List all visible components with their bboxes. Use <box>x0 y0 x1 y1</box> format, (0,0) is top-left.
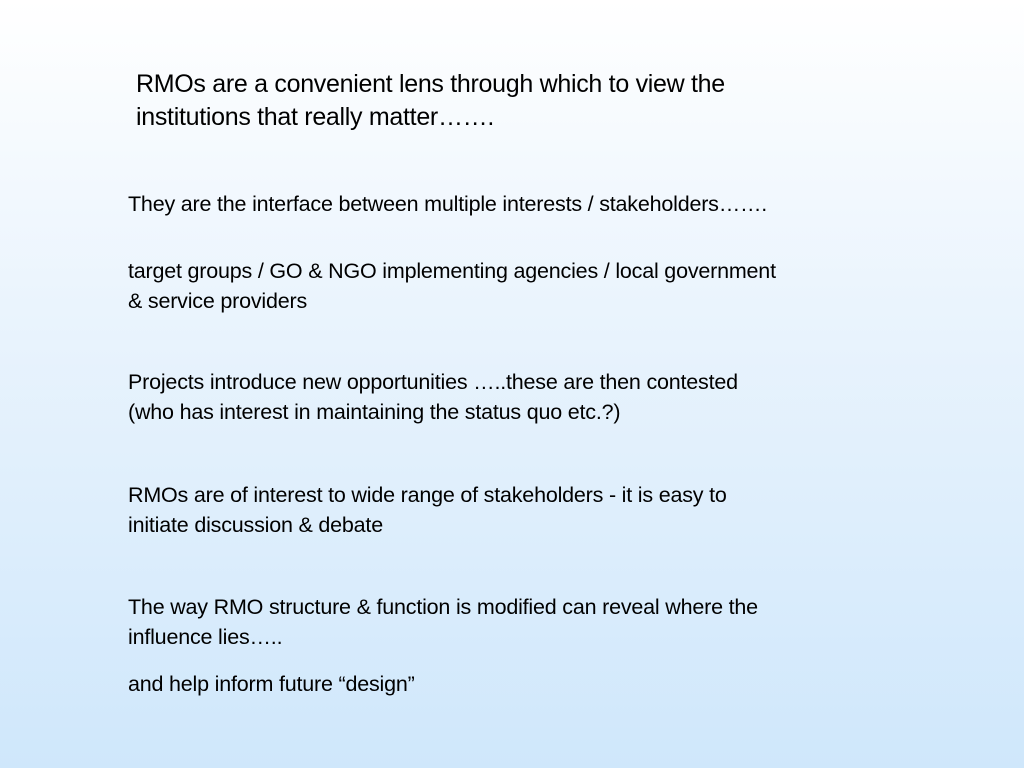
paragraph-rmos-interest: RMOs are of interest to wide range of stakeholders - it is easy to initiate discussion & debate <box>128 483 727 537</box>
paragraph-rmo-structure: The way RMO structure & function is modified can reveal where the influence lies….. <box>128 595 758 649</box>
paragraph-projects: Projects introduce new opportunities …..these are then contested (who has interest in maintaining the status quo etc.?) <box>128 370 738 424</box>
paragraph-inform-design: and help inform future “design” <box>128 672 415 696</box>
paragraph-target-groups: target groups / GO & NGO implementing agencies / local government & service providers <box>128 259 776 313</box>
paragraph-interface: They are the interface between multiple interests / stakeholders……. <box>128 192 768 216</box>
slide-title: RMOs are a convenient lens through which to view the institutions that really matter……. <box>136 70 725 131</box>
